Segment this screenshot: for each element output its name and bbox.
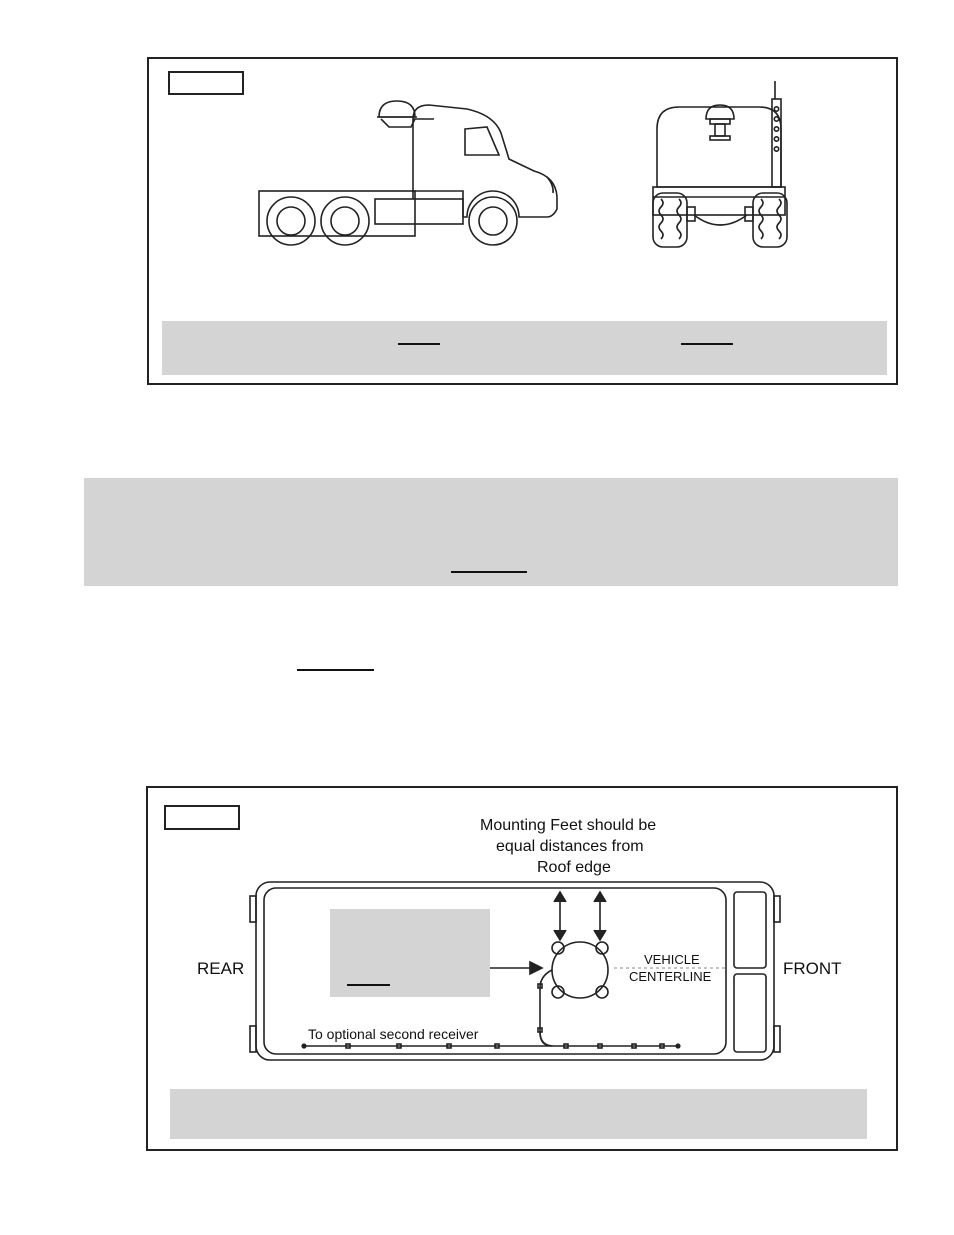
label-centerline-1: VEHICLE: [644, 952, 700, 967]
inset-note-box: [330, 909, 490, 997]
figure-2-caption-underline-left: [398, 343, 440, 345]
inset-note-underline: [347, 984, 390, 986]
figure-2-box: [147, 57, 898, 385]
roof-mirror-rear-top: [250, 896, 256, 922]
figure-3-caption-bar: [170, 1089, 867, 1139]
note-banner: [84, 478, 898, 586]
note-banner-underline: [451, 571, 527, 573]
roof-front-panel-top: [734, 892, 766, 968]
roof-mirror-rear-bottom: [250, 1026, 256, 1052]
truck-rear-tire-left: [653, 193, 687, 247]
label-rear: REAR: [197, 959, 245, 978]
receiver-circle: [552, 942, 608, 998]
truck-rear-tire-right: [753, 193, 787, 247]
cable-route-front: [540, 1032, 678, 1046]
truck-rear-axle: [694, 215, 747, 225]
label-centerline-2: CENTERLINE: [629, 969, 712, 984]
mounting-callout-line-2: equal distances from: [496, 838, 644, 855]
label-front: FRONT: [783, 959, 842, 978]
truck-rear-bumper: [653, 187, 785, 215]
truck-rear-exhaust-stack: [772, 99, 781, 187]
body-text-underline: [297, 669, 374, 671]
mounting-callout-line-1: Mounting Feet should be: [480, 817, 657, 834]
figure-3-box: [146, 786, 898, 1151]
figure-2-caption-bar: [162, 321, 887, 375]
mounting-callout-line-3: Roof edge: [537, 859, 611, 876]
roof-front-panel-bottom: [734, 974, 766, 1052]
roof-mirror-front-bottom: [774, 1026, 780, 1052]
body-text: [84, 640, 898, 680]
roof-mirror-front-top: [774, 896, 780, 922]
figure-2-caption-underline-right: [681, 343, 733, 345]
label-optional-receiver: To optional second receiver: [308, 1026, 479, 1042]
